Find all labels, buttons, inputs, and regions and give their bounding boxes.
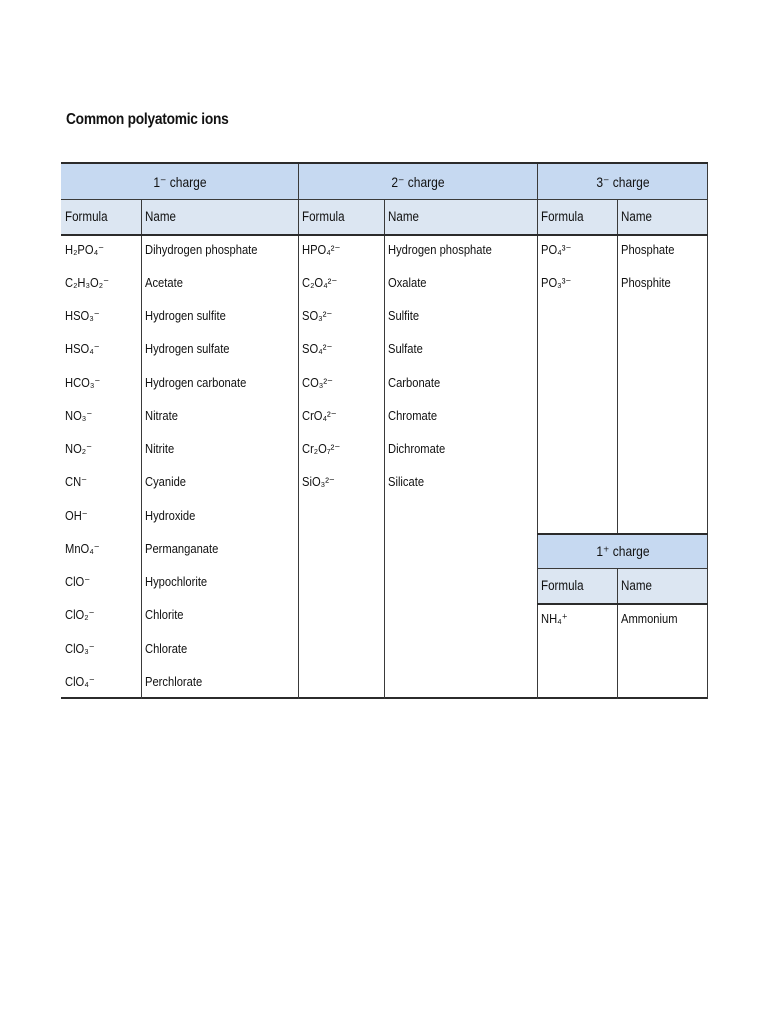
column-rule: [707, 164, 708, 699]
ion-formula-text: C₂O₄²⁻: [302, 274, 338, 290]
row-rule: [537, 533, 708, 535]
ion-name-text: Hydrogen sulfate: [145, 341, 230, 357]
ion-formula: [298, 305, 384, 327]
group-header-minus1: [61, 164, 298, 199]
ion-name: [141, 238, 298, 260]
column-header-name-text: Name: [621, 208, 652, 224]
ion-name: [141, 504, 298, 526]
ion-formula-text: SO₄²⁻: [302, 341, 333, 357]
ion-formula: [61, 271, 141, 293]
ion-name: [141, 471, 298, 493]
ion-formula: [61, 371, 141, 393]
ion-name: [384, 471, 537, 493]
ion-name-text: Ammonium: [621, 610, 678, 626]
ion-name: [384, 305, 537, 327]
ion-name: [141, 670, 298, 692]
column-header-name-text: Name: [388, 208, 419, 224]
ion-name: [141, 271, 298, 293]
column-rule: [537, 164, 538, 699]
ion-formula-text: HCO₃⁻: [65, 374, 101, 390]
column-header-name: [617, 568, 708, 603]
page-title: Common polyatomic ions: [66, 111, 229, 128]
ion-name-text: Permanganate: [145, 540, 219, 556]
ion-formula: [61, 504, 141, 526]
ion-name-text: Nitrite: [145, 441, 175, 456]
ion-name-text: Hypochlorite: [145, 574, 208, 589]
column-rule: [617, 199, 618, 533]
ion-name-text: Sulfate: [388, 341, 423, 357]
group-header-plus1-label: 1⁺ charge: [595, 542, 650, 559]
column-rule: [298, 164, 299, 699]
ion-name: [384, 438, 537, 460]
ion-name-text: Acetate: [145, 274, 183, 290]
ion-formula-text: NO₂⁻: [65, 441, 93, 456]
ion-formula: [298, 371, 384, 393]
ion-name: [617, 607, 708, 629]
ion-formula: [298, 404, 384, 426]
group-header-minus2-label: 2⁻ charge: [390, 173, 445, 190]
ion-name-text: Dichromate: [388, 441, 446, 456]
group-header-minus3: [537, 164, 708, 199]
ion-formula: [61, 404, 141, 426]
group-header-minus1-label: 1⁻ charge: [152, 173, 207, 190]
ion-formula-text: SO₃²⁻: [302, 308, 333, 323]
ion-formula: [61, 571, 141, 593]
ion-formula: [61, 604, 141, 626]
row-rule: [537, 568, 708, 569]
column-header-formula: [537, 199, 617, 234]
ion-formula: [298, 471, 384, 493]
ion-formula: [298, 271, 384, 293]
column-rule: [141, 199, 142, 699]
ion-name: [617, 271, 708, 293]
ion-name-text: Phosphite: [621, 274, 671, 290]
ion-name-text: Phosphate: [621, 241, 675, 257]
ion-name-text: Silicate: [388, 474, 425, 490]
ion-name: [141, 371, 298, 393]
ion-name-text: Carbonate: [388, 374, 441, 390]
ion-formula-text: OH⁻: [65, 507, 88, 523]
ion-formula-text: C₂H₃O₂⁻: [65, 274, 109, 290]
ion-formula-text: NH₄⁺: [541, 610, 568, 626]
ion-name-text: Cyanide: [145, 474, 187, 490]
ion-formula-text: ClO₂⁻: [65, 607, 95, 623]
ion-name-text: Hydroxide: [145, 507, 196, 523]
ion-name-text: Hydrogen carbonate: [145, 374, 247, 390]
ion-name: [384, 371, 537, 393]
column-header-formula: [298, 199, 384, 234]
ion-name: [617, 238, 708, 260]
ion-name-text: Chlorite: [145, 607, 184, 623]
ion-formula-text: PO₄³⁻: [541, 241, 572, 257]
column-header-name-text: Name: [145, 208, 176, 224]
column-header-name: [617, 199, 708, 234]
ion-formula-text: NO₃⁻: [65, 407, 93, 423]
ion-name-text: Hydrogen phosphate: [388, 241, 492, 257]
ion-name-text: Chlorate: [145, 640, 188, 656]
ion-formula: [537, 271, 617, 293]
ion-formula-text: CrO₄²⁻: [302, 407, 337, 423]
ion-formula: [61, 471, 141, 493]
polyatomic-ions-table: [61, 162, 708, 699]
ion-formula-text: ClO⁻: [65, 574, 91, 589]
ion-formula-text: CO₃²⁻: [302, 374, 333, 390]
ion-name-text: Nitrate: [145, 407, 178, 423]
ion-name: [141, 438, 298, 460]
row-rule: [61, 199, 708, 200]
ion-formula-text: ClO₃⁻: [65, 640, 95, 656]
ion-name: [384, 338, 537, 360]
ion-name: [141, 404, 298, 426]
ion-name: [384, 238, 537, 260]
ion-name: [141, 571, 298, 593]
ion-name: [384, 271, 537, 293]
ion-name-text: Perchlorate: [145, 673, 203, 689]
ion-name-text: Chromate: [388, 407, 438, 423]
column-header-name: [384, 199, 537, 234]
ion-formula-text: CN⁻: [65, 474, 88, 490]
ion-name: [141, 338, 298, 360]
ion-formula-text: HPO₄²⁻: [302, 241, 341, 257]
ion-formula: [61, 438, 141, 460]
column-header-formula: [537, 568, 617, 603]
ion-formula: [61, 670, 141, 692]
row-rule: [537, 603, 708, 605]
ion-formula: [61, 637, 141, 659]
column-header-name: [141, 199, 298, 234]
column-header-formula-text: Formula: [541, 208, 584, 224]
group-header-plus1: [537, 533, 708, 568]
column-rule: [384, 199, 385, 699]
column-header-formula-text: Formula: [302, 208, 345, 224]
column-header-formula: [61, 199, 141, 234]
ion-formula: [61, 305, 141, 327]
ion-formula-text: Cr₂O₇²⁻: [302, 441, 341, 456]
column-header-name-text: Name: [621, 577, 652, 593]
ion-name: [141, 305, 298, 327]
ion-formula: [537, 607, 617, 629]
column-rule: [617, 568, 618, 699]
ion-formula-text: MnO₄⁻: [65, 540, 100, 556]
ion-name-text: Oxalate: [388, 274, 427, 290]
ion-formula-text: HSO₃⁻: [65, 308, 100, 323]
ion-formula: [61, 238, 141, 260]
column-header-formula-text: Formula: [65, 208, 108, 224]
ion-name: [141, 604, 298, 626]
ion-formula-text: H₂PO₄⁻: [65, 241, 105, 257]
ion-name-text: Sulfite: [388, 308, 420, 323]
ion-formula-text: ClO₄⁻: [65, 673, 95, 689]
ion-formula: [298, 438, 384, 460]
group-header-minus3-label: 3⁻ charge: [595, 173, 650, 190]
ion-name: [141, 637, 298, 659]
ion-formula: [537, 238, 617, 260]
ion-formula-text: PO₃³⁻: [541, 274, 572, 290]
ion-formula: [61, 537, 141, 559]
ion-formula: [298, 238, 384, 260]
ion-name-text: Dihydrogen phosphate: [145, 241, 258, 257]
ion-name: [141, 537, 298, 559]
column-header-formula-text: Formula: [541, 577, 584, 593]
ion-formula: [61, 338, 141, 360]
ion-formula-text: HSO₄⁻: [65, 341, 100, 357]
ion-formula: [298, 338, 384, 360]
ion-formula-text: SiO₃²⁻: [302, 474, 335, 490]
row-rule: [61, 234, 708, 236]
group-header-minus2: [298, 164, 537, 199]
ion-name: [384, 404, 537, 426]
ion-name-text: Hydrogen sulfite: [145, 308, 226, 323]
